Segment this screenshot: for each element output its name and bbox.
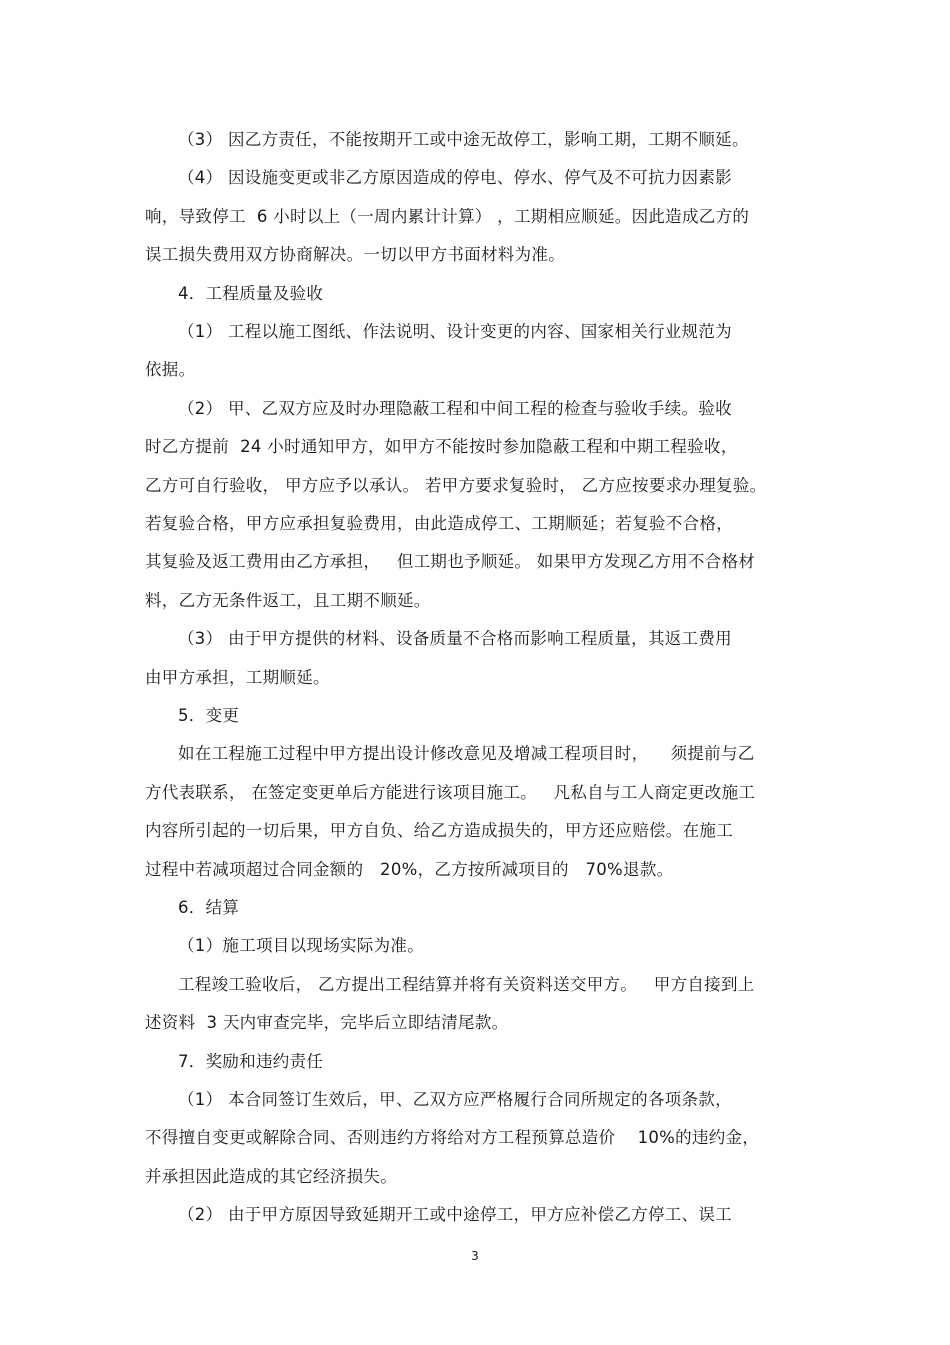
text-line: 时乙方提前 24 小时通知甲方，如甲方不能按时参加隐蔽工程和中期工程验收，	[145, 437, 738, 456]
text-line: 并承担因此造成的其它经济损失。	[145, 1167, 397, 1186]
text-line: 料，乙方无条件返工，且工期不顺延。	[145, 591, 431, 610]
text-line: 不得擅自变更或解除合同、否则违约方将给对方工程预算总造价 10%的违约金，	[145, 1128, 760, 1147]
text-line: 由甲方承担，工期顺延。	[145, 668, 330, 687]
page-number: 3	[471, 1249, 479, 1263]
text-line: 工程竣工验收后， 乙方提出工程结算并将有关资料送交甲方。 甲方自接到上	[178, 975, 755, 994]
text-line: （1） 本合同签订生效后，甲、乙双方应严格履行合同所规定的各项条款，	[178, 1090, 732, 1109]
text-line: 如在工程施工过程中甲方提出设计修改意见及增减工程项目时， 须提前与乙	[178, 744, 755, 763]
text-line: 其复验及返工费用由乙方承担， 但工期也予顺延。 如果甲方发现乙方用不合格材	[145, 552, 756, 571]
text-line: 过程中若减项超过合同金额的 20%，乙方按所减项目的 70%退款。	[145, 860, 674, 879]
section-heading: 5．变更	[178, 706, 240, 725]
text-line: 若复验合格，甲方应承担复验费用，由此造成停工、工期顺延；若复验不合格，	[145, 514, 733, 533]
text-line: （2） 由于甲方原因导致延期开工或中途停工，甲方应补偿乙方停工、误工	[178, 1205, 732, 1224]
text-line: （1）施工项目以现场实际为准。	[178, 936, 424, 955]
text-line: 述资料 3 天内审查完毕，完毕后立即结清尾款。	[145, 1013, 509, 1032]
text-line: 依据。	[145, 360, 196, 379]
text-line: （1） 工程以施工图纸、作法说明、设计变更的内容、国家相关行业规范为	[178, 322, 732, 341]
text-line: 内容所引起的一切后果，甲方自负、给乙方造成损失的，甲方还应赔偿。在施工	[145, 821, 733, 840]
text-line: 响，导致停工 6 小时以上（一周内累计计算） ，工期相应顺延。因此造成乙方的	[145, 207, 750, 226]
text-line: 方代表联系， 在签定变更单后方能进行该项目施工。 凡私自与工人商定更改施工	[145, 783, 756, 802]
text-line: （3） 由于甲方提供的材料、设备质量不合格而影响工程质量，其返工费用	[178, 629, 732, 648]
text-line: （2） 甲、乙双方应及时办理隐蔽工程和中间工程的检查与验收手续。验收	[178, 399, 732, 418]
text-line: 误工损失费用双方协商解决。一切以甲方书面材料为准。	[145, 245, 565, 264]
section-heading: 6．结算	[178, 898, 240, 917]
section-heading: 4．工程质量及验收	[178, 284, 324, 303]
section-heading: 7．奖励和违约责任	[178, 1052, 324, 1071]
text-line: 乙方可自行验收， 甲方应予以承认。 若甲方要求复验时， 乙方应按要求办理复验。	[145, 476, 767, 495]
text-line: （4） 因设施变更或非乙方原因造成的停电、停水、停气及不可抗力因素影	[178, 168, 732, 187]
text-line: （3） 因乙方责任，不能按期开工或中途无故停工，影响工期，工期不顺延。	[178, 130, 749, 149]
